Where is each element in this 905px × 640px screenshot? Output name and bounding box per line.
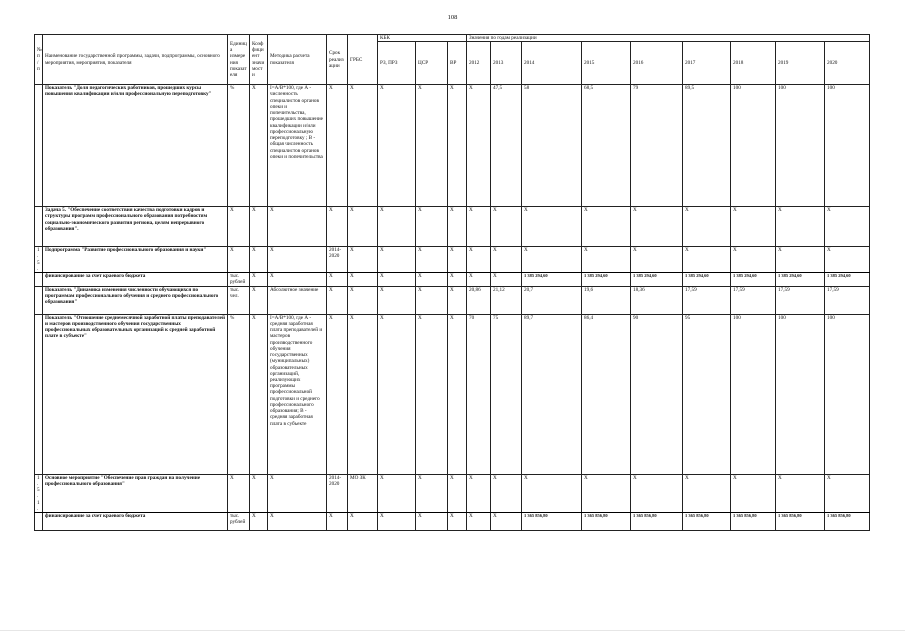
row-term: X xyxy=(327,273,348,286)
row-name: Подпрограмма "Развитие профессионального образования и науки" xyxy=(43,247,228,273)
row-value-2017: X xyxy=(683,474,731,512)
row-value-2012: X xyxy=(467,513,491,531)
row-csr: X xyxy=(416,207,448,247)
row-value-2016: X xyxy=(631,474,683,512)
row-grbs: X xyxy=(348,85,378,207)
row-value-2018: X xyxy=(731,207,776,247)
row-vr: X xyxy=(448,474,467,512)
row-value-2020: 1 365 856,80 xyxy=(825,513,870,531)
row-unit: % xyxy=(228,85,250,207)
row-value-2019: 100 xyxy=(776,314,825,474)
row-method: X xyxy=(268,207,327,247)
row-value-2015: X xyxy=(582,247,631,273)
row-value-2013: X xyxy=(491,207,522,247)
row-value-2018: 1 385 294,60 xyxy=(731,273,776,286)
row-value-2014: 1 385 294,60 xyxy=(522,273,582,286)
row-value-2017: 17,59 xyxy=(683,286,731,314)
row-value-2020: 100 xyxy=(825,314,870,474)
table-row xyxy=(35,314,870,474)
row-value-2019: 17,59 xyxy=(776,286,825,314)
row-value-2018: 100 xyxy=(731,314,776,474)
row-method: I=A/B*100, где А - численность специалистов органов опеки и попечительства, прошедших повышение квалификации и/или профессиональную переподготовку ; В - общая численность специалистов органов опеки и попечительства xyxy=(268,85,327,207)
row-vr: X xyxy=(448,314,467,474)
row-value-2016: 1 365 856,80 xyxy=(631,513,683,531)
row-name: финансирование за счет краевого бюджета xyxy=(43,513,228,531)
row-value-2014: X xyxy=(522,474,582,512)
row-value-2017: 1 385 294,60 xyxy=(683,273,731,286)
row-value-2016: 1 385 294,60 xyxy=(631,273,683,286)
row-num xyxy=(35,513,43,531)
header-values-title: Значения по годам реализации xyxy=(467,35,870,42)
row-term: X xyxy=(327,513,348,531)
program-indicators-table xyxy=(34,34,870,531)
row-method: X xyxy=(268,474,327,512)
row-value-2014: X xyxy=(522,247,582,273)
header-term: Срок реализации xyxy=(327,35,348,85)
row-value-2013: 21,12 xyxy=(491,286,522,314)
header-year: 2013 xyxy=(491,42,522,85)
header-kbk-csr: ЦСР xyxy=(416,42,448,85)
row-unit: % xyxy=(228,314,250,474)
row-value-2012: X xyxy=(467,85,491,207)
header-kbk: КБК xyxy=(378,35,467,42)
table-row xyxy=(35,273,870,286)
header-coef: Коэффициент значимости xyxy=(250,35,268,85)
row-method: I=A/B*100, где А - средняя заработная плата преподавателей и мастеров производственного обучения государственных (муниципальных) образовательных организаций, реализующих программы профессиональной подготовки и среднего профессионального образования; В - средняя заработная плата в субъекте xyxy=(268,314,327,474)
row-value-2020: 17,59 xyxy=(825,286,870,314)
row-unit: тыс. рублей xyxy=(228,273,250,286)
header-name: Наименование государственной программы, задачи, подпрограммы, основного мероприятия, мероприятия, показателя xyxy=(43,35,228,85)
row-unit: тыс. чел. xyxy=(228,286,250,314)
row-grbs: X xyxy=(348,273,378,286)
row-csr: X xyxy=(416,286,448,314)
row-value-2013: 75 xyxy=(491,314,522,474)
row-value-2016: 79 xyxy=(631,85,683,207)
table-row xyxy=(35,286,870,314)
row-value-2015: X xyxy=(582,474,631,512)
row-term: 2014-2020 xyxy=(327,474,348,512)
row-value-2017: 89,5 xyxy=(683,85,731,207)
header-grbs: ГРБС xyxy=(348,35,378,85)
row-csr: X xyxy=(416,513,448,531)
row-value-2018: X xyxy=(731,474,776,512)
row-value-2015: X xyxy=(582,207,631,247)
header-year: 2017 xyxy=(683,42,731,85)
row-value-2016: X xyxy=(631,247,683,273)
row-num xyxy=(35,273,43,286)
header-method: Методика расчета показателя xyxy=(268,35,327,85)
row-value-2015: 1 385 294,60 xyxy=(582,273,631,286)
table-row xyxy=(35,207,870,247)
row-coef: X xyxy=(250,247,268,273)
row-value-2013: 47,5 xyxy=(491,85,522,207)
row-value-2014: 20,7 xyxy=(522,286,582,314)
table-row xyxy=(35,474,870,512)
row-unit: X xyxy=(228,207,250,247)
header-year: 2014 xyxy=(522,42,582,85)
row-value-2014: 58 xyxy=(522,85,582,207)
row-rz: X xyxy=(378,314,416,474)
table-row xyxy=(35,247,870,273)
row-value-2015: 1 365 856,80 xyxy=(582,513,631,531)
row-value-2016: 18,36 xyxy=(631,286,683,314)
row-value-2019: 1 385 294,60 xyxy=(776,273,825,286)
row-rz: X xyxy=(378,513,416,531)
row-num xyxy=(35,207,43,247)
row-value-2014: 89,7 xyxy=(522,314,582,474)
row-grbs: X xyxy=(348,286,378,314)
row-name: финансирование за счет краевого бюджета xyxy=(43,273,228,286)
row-value-2016: 90 xyxy=(631,314,683,474)
header-year: 2018 xyxy=(731,42,776,85)
header-year: 2015 xyxy=(582,42,631,85)
row-num xyxy=(35,314,43,474)
row-value-2012: X xyxy=(467,474,491,512)
row-vr: X xyxy=(448,273,467,286)
row-value-2018: 100 xyxy=(731,85,776,207)
row-value-2017: X xyxy=(683,247,731,273)
header-kbk-vr: ВР xyxy=(448,42,467,85)
table-row xyxy=(35,513,870,531)
row-value-2014: 1 365 856,80 xyxy=(522,513,582,531)
row-value-2020: 1 385 294,60 xyxy=(825,273,870,286)
row-value-2012: 70 xyxy=(467,314,491,474)
row-value-2014: X xyxy=(522,207,582,247)
row-num xyxy=(35,286,43,314)
row-num xyxy=(35,85,43,207)
row-grbs: X xyxy=(348,207,378,247)
row-csr: X xyxy=(416,85,448,207)
row-term: X xyxy=(327,286,348,314)
row-value-2017: X xyxy=(683,207,731,247)
page-bottom-edge xyxy=(0,630,905,631)
row-method: X xyxy=(268,513,327,531)
row-value-2019: X xyxy=(776,474,825,512)
row-value-2013: X xyxy=(491,247,522,273)
row-grbs: МО ЗК xyxy=(348,474,378,512)
row-num: 1.5.1. xyxy=(35,474,43,512)
row-term: 2014-2020 xyxy=(327,247,348,273)
row-name: Основное мероприятие "Обеспечение прав граждан на получение профессионального образования" xyxy=(43,474,228,512)
row-coef: X xyxy=(250,273,268,286)
row-value-2012: X xyxy=(467,207,491,247)
header-year: 2012 xyxy=(467,42,491,85)
row-grbs: X xyxy=(348,513,378,531)
row-unit: тыс. рублей xyxy=(228,513,250,531)
row-name: Задача 5. "Обеспечение соответствия качества подготовки кадров и структуры программ профессионального образования потребностям социально-экономического развития региона, целям непрерывного образования". xyxy=(43,207,228,247)
table-row xyxy=(35,85,870,207)
row-value-2019: 100 xyxy=(776,85,825,207)
header-row-top xyxy=(35,35,870,42)
row-value-2015: 19,6 xyxy=(582,286,631,314)
row-coef: X xyxy=(250,286,268,314)
row-unit: X xyxy=(228,247,250,273)
row-value-2018: X xyxy=(731,247,776,273)
row-value-2019: X xyxy=(776,207,825,247)
header-year: 2019 xyxy=(776,42,825,85)
row-rz: X xyxy=(378,286,416,314)
row-rz: X xyxy=(378,85,416,207)
row-vr: X xyxy=(448,247,467,273)
row-value-2017: 95 xyxy=(683,314,731,474)
row-coef: X xyxy=(250,207,268,247)
row-num: 1.5. xyxy=(35,247,43,273)
row-value-2017: 1 365 856,80 xyxy=(683,513,731,531)
row-method: X xyxy=(268,247,327,273)
row-name: Показатель "Динамика изменения численности обучающихся по программам профессионального обучения и среднего профессионального образования" xyxy=(43,286,228,314)
row-method: X xyxy=(268,273,327,286)
row-vr: X xyxy=(448,85,467,207)
row-term: X xyxy=(327,207,348,247)
row-value-2019: X xyxy=(776,247,825,273)
row-value-2013: X xyxy=(491,474,522,512)
row-unit: X xyxy=(228,474,250,512)
row-value-2018: 17,59 xyxy=(731,286,776,314)
row-rz: X xyxy=(378,207,416,247)
row-value-2020: X xyxy=(825,247,870,273)
row-value-2019: 1 365 856,80 xyxy=(776,513,825,531)
header-num: № п/п xyxy=(35,35,43,85)
row-name: Показатель "Отношение среднемесячной заработной платы преподавателей и мастеров производственного обучения государственных профессиональных образовательных организаций к средней заработной плате в субъекте" xyxy=(43,314,228,474)
row-vr: X xyxy=(448,513,467,531)
row-vr: X xyxy=(448,207,467,247)
row-value-2015: 86,4 xyxy=(582,314,631,474)
row-name: Показатель "Доля педагогических работников, прошедших курсы повышения квалификации и/или профессиональную переподготовку" xyxy=(43,85,228,207)
row-value-2018: 1 365 856,80 xyxy=(731,513,776,531)
row-coef: X xyxy=(250,513,268,531)
page-number: 108 xyxy=(447,14,458,21)
row-csr: X xyxy=(416,273,448,286)
row-value-2013: X xyxy=(491,513,522,531)
row-rz: X xyxy=(378,247,416,273)
row-grbs: X xyxy=(348,247,378,273)
row-csr: X xyxy=(416,314,448,474)
row-value-2015: 68,5 xyxy=(582,85,631,207)
row-value-2016: X xyxy=(631,207,683,247)
header-year: 2016 xyxy=(631,42,683,85)
row-rz: X xyxy=(378,474,416,512)
row-value-2012: 20,86 xyxy=(467,286,491,314)
row-coef: X xyxy=(250,314,268,474)
row-term: X xyxy=(327,85,348,207)
row-rz: X xyxy=(378,273,416,286)
row-value-2020: X xyxy=(825,474,870,512)
row-csr: X xyxy=(416,247,448,273)
row-csr: X xyxy=(416,474,448,512)
row-term: X xyxy=(327,314,348,474)
row-grbs: X xyxy=(348,314,378,474)
row-value-2020: X xyxy=(825,207,870,247)
header-kbk-rz: РЗ, ПРЗ xyxy=(378,42,416,85)
row-method: Абсолютное значение xyxy=(268,286,327,314)
row-coef: X xyxy=(250,474,268,512)
row-vr: X xyxy=(448,286,467,314)
header-year: 2020 xyxy=(825,42,870,85)
row-value-2013: X xyxy=(491,273,522,286)
row-value-2012: X xyxy=(467,273,491,286)
row-coef: X xyxy=(250,85,268,207)
row-value-2012: X xyxy=(467,247,491,273)
header-unit: Единица измерения показателя xyxy=(228,35,250,85)
row-value-2020: 100 xyxy=(825,85,870,207)
